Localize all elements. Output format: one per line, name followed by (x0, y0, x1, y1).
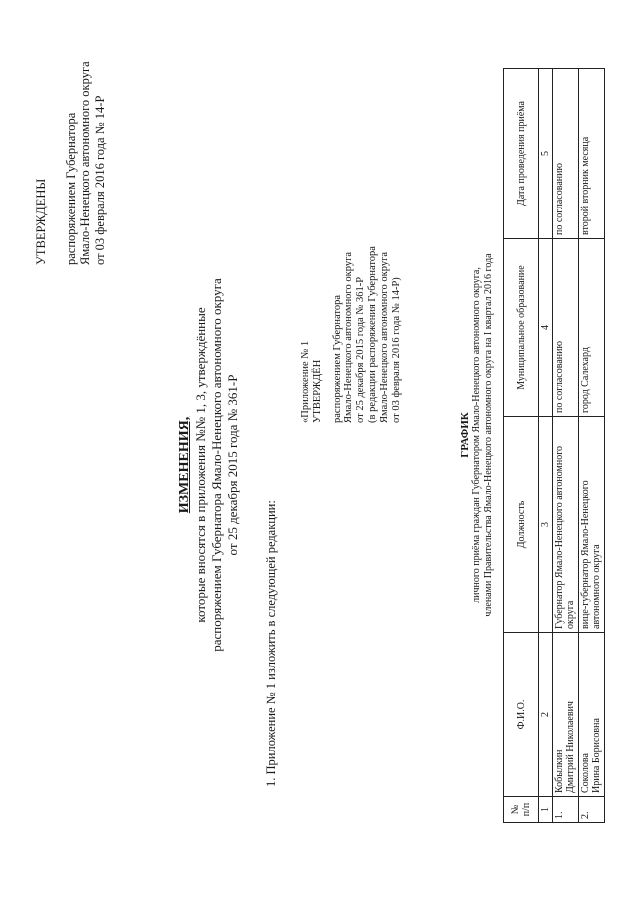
appendix-line: от 03 февраля 2016 года № 14-Р) (390, 277, 402, 423)
col-number-cell: 1 (539, 797, 553, 823)
changes-line: распоряжением Губернатора Ямало-Ненецкого автономного округа (209, 278, 224, 652)
position-line: округа (565, 600, 576, 629)
changes-heading: ИЗМЕНЕНИЯ, (177, 416, 192, 514)
appendix-line: распоряжением Губернатора (331, 295, 343, 423)
fio-surname: Кобылкин (554, 749, 565, 793)
position-line: Губернатор Ямало-Ненецкого автономного (554, 445, 565, 629)
col-number-cell: 3 (539, 417, 553, 633)
table-row (579, 69, 605, 823)
date-cell: по согласованию (553, 69, 579, 239)
col-number-cell: 5 (539, 69, 553, 239)
municipality-cell: город Салехард (579, 239, 605, 417)
fio-name: Ирина Борисовна (591, 718, 602, 793)
paragraph-1: 1. Приложение № 1 изложить в следующей редакции: (264, 500, 278, 787)
date-cell: второй вторник месяца (579, 69, 605, 239)
header-cell: Ф.И.О. (504, 633, 539, 797)
table-row (553, 69, 579, 823)
appendix-line: Ямало-Ненецкого автономного округа (343, 251, 355, 423)
appendix-line: Ямало-Ненецкого автономного округа (378, 251, 390, 423)
schedule-heading: ГРАФИК (459, 412, 471, 458)
schedule-table (503, 68, 605, 823)
table-header-row (504, 69, 539, 823)
header-cell: Муниципальное образование (504, 239, 539, 417)
position-line: автономного округа (591, 544, 602, 629)
fio-cell (553, 633, 579, 797)
col-number-cell: 2 (539, 633, 553, 797)
appendix-line: УТВЕРЖДЁН (311, 359, 323, 423)
approval-line: Ямало-Ненецкого автономного округа (78, 61, 92, 265)
table-number-row (539, 69, 553, 823)
schedule-line: личного приёма граждан Губернатором Ямало-Ненецкого автономного округа, (471, 267, 482, 603)
schedule-line: членами Правительства Ямало-Ненецкого автономного округа на I квартал 2016 года (483, 253, 494, 617)
fio-name: Дмитрий Николаевич (565, 701, 576, 793)
header-cell: Должность (504, 417, 539, 633)
fio-surname: Соколова (580, 753, 591, 793)
row-number: 2. (579, 797, 605, 823)
municipality-cell: по согласованию (553, 239, 579, 417)
position-cell (553, 417, 579, 633)
approval-line: от 03 февраля 2016 года № 14-Р (92, 95, 107, 265)
appendix-line: «Приложение № 1 (300, 340, 311, 423)
fio-cell (579, 633, 605, 797)
approval-line: распоряжением Губернатора (63, 112, 78, 265)
changes-line: которые вносятся в приложения №№ 1, 3, утверждённые (193, 307, 208, 623)
header-cell: № п/п (504, 797, 539, 823)
appendix-line: от 25 декабря 2015 года № 361-Р (355, 276, 367, 423)
header-cell: Дата проведения приёма (504, 69, 539, 239)
appendix-line: (в редакции распоряжения Губернатора (366, 246, 378, 423)
position-line: вице-губернатор Ямало-Ненецкого (580, 480, 591, 629)
schedule-block (459, 155, 495, 715)
position-cell (579, 417, 605, 633)
approval-block (34, 61, 107, 265)
row-number: 1. (553, 797, 579, 823)
changes-block (177, 255, 241, 675)
approval-title: УТВЕРЖДЕНЫ (34, 178, 48, 265)
changes-line: от 25 декабря 2015 года № 361-Р (225, 374, 240, 556)
appendix-block (300, 246, 402, 423)
col-number-cell: 4 (539, 239, 553, 417)
